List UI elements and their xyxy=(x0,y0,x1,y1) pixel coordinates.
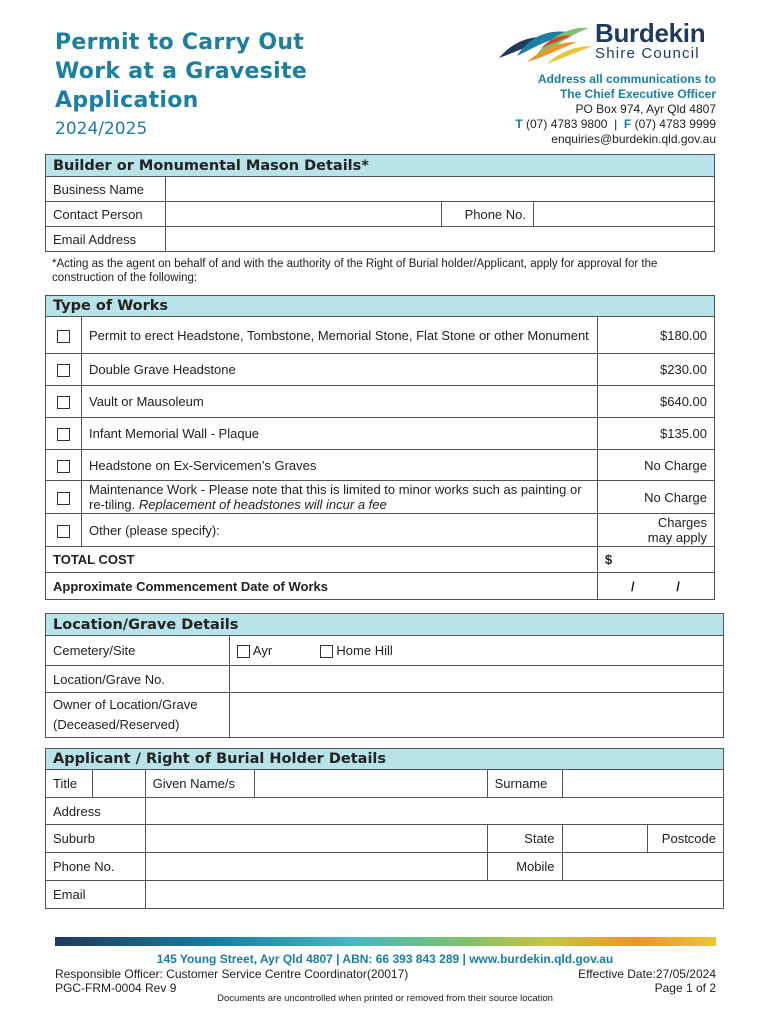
logo-subtitle: Shire Council xyxy=(595,45,700,62)
page-title-block xyxy=(55,28,307,139)
email-address-label: Email Address xyxy=(46,227,166,252)
location-heading: Location/Grave Details xyxy=(46,614,724,636)
postcode-field[interactable] xyxy=(647,825,723,853)
email-address-field[interactable] xyxy=(166,227,715,252)
fax-label: F xyxy=(623,117,632,131)
commencement-label: Approximate Commencement Date of Works xyxy=(46,573,598,600)
works-checkbox-5[interactable] xyxy=(57,460,70,473)
applicant-email-field[interactable] xyxy=(145,881,723,909)
ayr-checkbox[interactable] xyxy=(237,645,250,658)
given-names-field[interactable] xyxy=(255,770,488,798)
form-year: 2024/2025 xyxy=(55,119,148,139)
logo-name: Burdekin xyxy=(595,18,706,48)
responsible-officer: Responsible Officer: Customer Service Centre Coordinator(20017) xyxy=(55,967,409,981)
works-price-2: $230.00 xyxy=(598,354,715,386)
works-item-2: Double Grave Headstone xyxy=(82,354,598,386)
address-line-2: The Chief Executive Officer xyxy=(559,87,716,101)
suburb-field[interactable] xyxy=(145,825,487,853)
postcode-label: Postcode xyxy=(661,831,716,846)
grave-no-label: Location/Grave No. xyxy=(46,666,230,693)
footer-gradient-bar xyxy=(55,937,716,946)
works-checkbox-3[interactable] xyxy=(57,396,70,409)
applicant-details-table xyxy=(45,748,724,909)
fax-number: (07) 4783 9999 xyxy=(634,117,716,131)
applicant-phone-label: Phone No. xyxy=(46,853,146,881)
works-item-3: Vault or Mausoleum xyxy=(82,386,598,418)
title-label: Title xyxy=(46,770,93,798)
total-cost-field[interactable]: $ xyxy=(598,547,715,573)
works-price-1: $180.00 xyxy=(598,317,715,354)
phone-label: T xyxy=(515,117,523,131)
page-title-line-3: Application xyxy=(55,88,199,113)
home-hill-label: Home Hill xyxy=(336,642,393,658)
surname-label: Surname xyxy=(487,770,562,798)
works-item-4: Infant Memorial Wall - Plaque xyxy=(82,418,598,450)
form-number: PGC-FRM-0004 Rev 9 xyxy=(55,981,177,995)
footer-row-1 xyxy=(55,967,716,981)
agent-note: *Acting as the agent on behalf of and with the authority of the Right of Burial holder/Applicant, apply for approval for the construction of the following: xyxy=(52,258,658,284)
page-number: Page 1 of 2 xyxy=(654,981,716,995)
home-hill-checkbox[interactable] xyxy=(320,645,333,658)
leaf-logo-icon xyxy=(497,18,595,68)
phone-number: (07) 4783 9800 xyxy=(526,117,608,131)
business-name-label: Business Name xyxy=(46,177,166,202)
owner-label: Owner of Location/Grave (Deceased/Reserved) xyxy=(46,693,230,738)
address-phone-fax: T (07) 4783 9800 | F (07) 4783 9999 xyxy=(515,117,716,131)
page-title-line-1: Permit to Carry Out xyxy=(55,30,305,55)
works-checkbox-4[interactable] xyxy=(57,428,70,441)
footer-disclaimer: Documents are uncontrolled when printed or removed from their source location xyxy=(217,993,553,1004)
works-item-7: Other (please specify): xyxy=(82,514,598,547)
type-of-works-table xyxy=(45,295,715,600)
owner-field[interactable] xyxy=(230,693,724,738)
address-email: enquiries@burdekin.qld.gov.au xyxy=(551,132,716,146)
works-heading: Type of Works xyxy=(46,296,715,317)
cemetery-options xyxy=(230,636,724,666)
commencement-date-field[interactable]: / / xyxy=(598,573,715,600)
address-line-3: PO Box 974, Ayr Qld 4807 xyxy=(575,102,716,116)
builder-phone-label: Phone No. xyxy=(442,202,534,227)
works-checkbox-1[interactable] xyxy=(57,330,70,343)
builder-phone-field[interactable] xyxy=(534,202,715,227)
business-name-field[interactable] xyxy=(166,177,715,202)
address-line-1: Address all communications to xyxy=(537,72,716,86)
works-price-4: $135.00 xyxy=(598,418,715,450)
works-checkbox-2[interactable] xyxy=(57,364,70,377)
works-item-1: Permit to erect Headstone, Tombstone, Memorial Stone, Flat Stone or other Monument xyxy=(82,317,598,354)
applicant-heading: Applicant / Right of Burial Holder Details xyxy=(46,749,724,770)
footer-contact: 145 Young Street, Ayr Qld 4807 | ABN: 66 393 843 289 | www.burdekin.qld.gov.au xyxy=(156,952,614,966)
works-price-6: No Charge xyxy=(598,481,715,514)
title-field[interactable] xyxy=(92,770,145,798)
works-checkbox-7[interactable] xyxy=(57,525,70,538)
address-label: Address xyxy=(46,798,146,825)
works-item-6: Maintenance Work - Please note that this is limited to minor works such as painting or re-tiling. Replacement of headstones will incur a fee xyxy=(82,481,598,514)
location-details-table xyxy=(45,613,724,738)
works-price-7: Charges may apply xyxy=(598,514,715,547)
given-names-label: Given Name/s xyxy=(145,770,254,798)
council-address xyxy=(515,72,716,147)
effective-date: Effective Date:27/05/2024 xyxy=(578,967,716,981)
suburb-label: Suburb xyxy=(46,825,146,853)
works-price-5: No Charge xyxy=(598,450,715,481)
ayr-label: Ayr xyxy=(252,642,273,658)
mobile-field[interactable] xyxy=(562,853,723,881)
applicant-phone-field[interactable] xyxy=(145,853,487,881)
contact-person-label: Contact Person xyxy=(46,202,166,227)
state-field[interactable] xyxy=(562,825,647,853)
works-price-3: $640.00 xyxy=(598,386,715,418)
address-field[interactable] xyxy=(145,798,723,825)
mobile-label: Mobile xyxy=(487,853,562,881)
works-item-5: Headstone on Ex-Servicemen’s Graves xyxy=(82,450,598,481)
applicant-email-label: Email xyxy=(46,881,146,909)
builder-details-table xyxy=(45,154,715,252)
grave-no-field[interactable] xyxy=(230,666,724,693)
state-label: State xyxy=(487,825,562,853)
council-logo xyxy=(497,18,719,68)
builder-heading: Builder or Monumental Mason Details* xyxy=(46,155,715,177)
surname-field[interactable] xyxy=(562,770,723,798)
page-title-line-2: Work at a Gravesite xyxy=(55,59,308,84)
works-item-6-italic-note: Replacement of headstones will incur a fee xyxy=(138,497,387,512)
total-cost-label: TOTAL COST xyxy=(46,547,598,573)
contact-person-field[interactable] xyxy=(166,202,442,227)
cemetery-label: Cemetery/Site xyxy=(46,636,230,666)
works-checkbox-6[interactable] xyxy=(57,492,70,505)
